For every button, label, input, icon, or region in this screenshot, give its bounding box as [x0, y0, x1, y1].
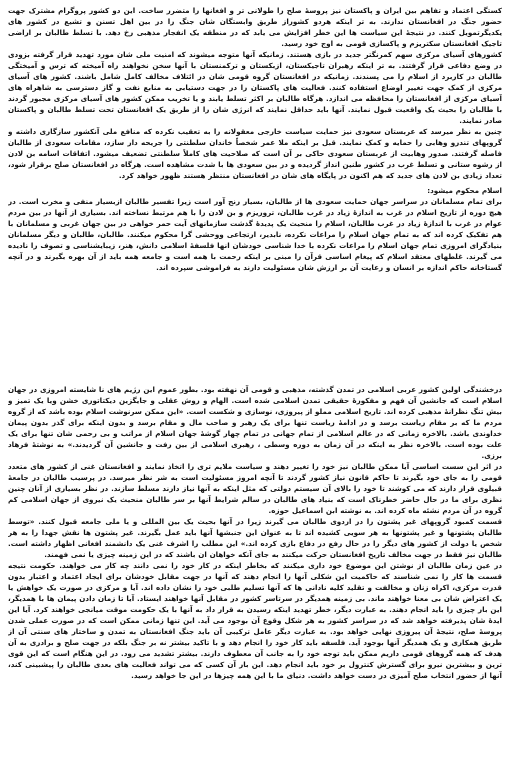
section-gap	[8, 355, 502, 384]
article-section-bottom	[8, 384, 502, 739]
paragraph-islamic-civilization: درخشندگی اولین کشور عربی اسلامی در تمدن گذشته، مذهبی و قومی آن نهفته بود. بطور عموم این رژیم های نا شایسته امروزی در جهان اسلام است که جانشین آن فهم و مفکورهٔ حقیقی تمدن اسلامی شده است. الهام و روش عقلی و جایگزین دیکتاتوری خشن ویا یک تمیز و بیش تنگ نظرانهٔ مذهبی کرده اند. تاریخ اسلامی مملو از پیروزی، نوسازی و شکست است. «این ممکن سرنوشت اسلام بوده باشد که از گروه مردم ما که بر مقام ریاست برسد و در ادامهٔ ریاست تنها برای یک رهبر و صاحب مال و مقام برسد و بدون اینکه برای گذر بدون پیمان خداوندی باشد. بالاخره زمانی که در عالم اسلامی از تمام جهانی در تمام چهار گوشهٔ جهان اسلام از مراتب و بی رحمی شان تنها برای یک علت بوده است. بالاخره نظر به اینکه در آن زمان به دوره وسطی ، رهبری اسلامی از بین رفت و جانشین آن گردیدند.» به نوشتهٔ فرهاد برزی.	[8, 385, 502, 461]
paragraph-governance: در عین زمان طالبان از نوشتن این موضوع خود داری میکنند که بخاطر اینکه در کار خود را نمی دانند چه کار می خواهند. حکومت نتیجه قسمت ها کار را نمی شناسند که حاکمیت این شکلی آنها را انجام دهند که آنها در جهت مقابل خودشان برای ایجاد اعتماد و اعتبار بدون قدرت مرکزی، اکراه زنان و مخالفت و تقلید کلیه نادانی ها که آنها تسلیم طلبی خود را نشان داده اند. آیا و مرکزی در صورت یک خواهش یا یک اعتراض شان بی معنا خواهند ماند. بی زمینه همدیگر در سرتاسر کشور در مقابل آنها خواهند ایستاد. آیا تا زمان دادن پیمان ها با همدیگر، این بار چیزی را باید انجام دهند. به عبارت دیگر، خطر تهدید اینکه رسیدن به قرار داد به آنها با یک حکومت موقت میانجی خواهند کرد. آیا این ایدهٔ شان پذیرفته خواهد شد که در سراسر کشور به هر شکل وقوع آن بوجود می آید. این تنها زمانی ممکن است که در صورت عملی شدن پروسهٔ صلح، نتیجهٔ آن پیروزی نهایی خواهد بود. به عبارت دیگر عامل ترکیبی آن باید جنگ افغانستان به تمدن و ساختار های سنتی آن از طریق همکاری و یک همدیگر آنها بوجود آید. فلسفه باید کار خود را انجام دهد و با تاکید بیشتر نه بر جنگ بلکه در جهت صلح و برادری به آن هدف که همه گروهای قومی داریم ممکن باید توجه خود را به جانب آن معطوف دارند. بیشتر تشدید می رود. در این هنگام است که این قوی ترین و بیشترین نیرو برای گسترش کنترول بر خود باید انجام دهد. این بار آن کسی که می تواند فعالیت های بعدی طالبان را پیشبینی کند، آنها از حضور انتخاب صلح آمیزی در دست خواهد داشت. دنیای ما با این همه چیزها در این جا خواهد رسید.	[8, 561, 502, 681]
paragraph-taliban-change: در اثر این سست اساسی آیا ممکن طالبان نیز خود را تغییر دهند و سیاست ملایم تری را اتخاذ نمایند و افغانستان غنی از کشور های متعدد قومی را به جای خود بگیرند تا حاکم قانون نیاز کشور گردند تا آنچه امروز مسئولیت است به شر نظر میرسد. در پرسیب طالبان در جامعهٔ قبیلوی قرار دارند که می کوشند تا خود را بالای آن سیستم دولتی که مثل اینکه به آنها نیاز دارند مسلط سازند. در نظر بسیاری از آنان چنین نظری برای ما در حال حاضر خطرناک است که بنیاد های طالبان در سالم شرایط آنها بر سر طالبان منحیث یک نیروی از جهان اسلامی کم گروه در آن مردم نشئه ماه کرده اند. به نوشته ابن اسماعیل حوزه.	[8, 462, 502, 516]
paragraph-neighbor-countries: کستگی اعتماد و تفاهم بین ایران و پاکستان نیز پروسهٔ صلح را طولانی تر و افغانها را متضرر ساخت. این دو کشور پروگرام مشترک جهت حضور جنگ در افغانستان ندارند. به تر اینکه هردو کشوراز طریق وابستگان شان جنگ را در بین اهل تسنن و تشیع در کشور های یکدیگرتمویل کنند. در نتیجهٔ این سیاست ها این خطر افزایش می یابد که در منطقه یک انفجار مذهبی رخ دهد. با تسلط طالبان بر اراضی تاجیک افغانستان سکتریزم و پاکسازی قومی به اوج خود رسید.	[8, 6, 502, 49]
article-section-top	[8, 5, 502, 355]
paragraph-non-pashtun: قسمت کمبود گروپهای غیر پشتون را در اردوی طالبان می گیرند زیرا در آنها بحیث یک بین المللی و یا ملی جامعه قبول کنند. «توسط طالبان پشتونها و غیر پشتونها به هر سویی کشیده اند تا به عنوان این جنبشها آنها باید عمل بگیرند. غیر پشتون ها نقش جهدا را به هر شخص یا دولت از کشور های دیگر را در حال رفع در دفاع بازی کرده اند.» این مطلب را اشرف غنی یک دانشمند افغانی اظهار داشته است. طالبان نیز فقط در جهت مخالف تاریخ افغانستان حرکت میکنند به جای آنکه خواهان ان باشند که در این زمینه چیزی یا نمی فهمند.	[8, 517, 502, 560]
paragraph-central-asia: کشورهای آسیای مرکزی سهم کمرنگتر جدید در بازی هستند. زمانیکه آنها متوجه میشوند که امنیت ملی شان مورد تهدید قرار گرفته بزودی در وضع دفاعی قرار گرفتند. به تر اینکه رهبران تاجیکستان، ازبکستان و ترکمنستان با آنها سخن نخواهند راه آمیخته که ترس و آمیختگی طالبان در کاربرد از اسلام را می پسندند. زمانیکه در افغانستان گروه قومی شان در ائتلاف مخالف کامل شامل باشند. کشور های آسیای مرکزی از کمک جهت تغییر اوضاع استفاده کنند. فعالیت های پاکستان را در جهت دستیابی به منابع نفت و گاز دسترسی به شاهراه های آسیای مرکزی از افغانستان را محافظه می اندازد. هرگاه طالبان بر اکثر تسلط یابند و یا تخریب ممکن کشور های آسیای مرکزی مجبور گردند با طالبان را بحیث یک واقعیت قبول نمایند. آنها باید حداقل نمایند که انرژی شان را از طریق یک افغانستان تحت تسلط طالبان و پاکستان صادر نمایند.	[8, 50, 502, 126]
section-heading-islam: اسلام محکوم میشود:	[427, 186, 502, 196]
paragraph-saudi-arabia: چنین به نظر میرسد که عربستان سعودی نیز حمایت سیاست خارجی معقولانه را به تعقیب نکرده که منافع ملی آنکشور سازگاری داشته و گروپهای تندرو وهابی را حمایه و کمک نمایند. قبل بر اینکه ملا عمر شخصاً خاندان سلطنتی را جریحه دار سازد، مقامات سعودی از طالبان فاصله گرفتند. صدور وهابیت از عربستان سعودی حاکی بر آن است که صلاحیت های کاملاً سلطنتی تضعیف میشود. اتفاقات اسامه بن لادن از رشوه ستانی و تسلط غرب در کشور طنین انداز گردیده و در بین سعودی ها با شدت مشاهده است. هرگاه در افغانستان صلح برقرار شود، تعداد زیادی بن لادن های جدید که هم اکنون در پایگاه های شان در افغانستان منتظر هستند ظهور خواهد کرد.	[8, 127, 502, 181]
paragraph-islam-image: برای تمام مسلمانان در سراسر جهان حمایت سعودی ها از طالبان، بسیار رنج آور است زیرا تفسیر طالبان ازبسیار منفی و مخرب است. در هیچ دوره از تاریخ اسلام در غرب به اندازهٔ زیاد در غرب طالبان، تروریزم و بن لادن را با هم مرتبط نساخته اند. بسیاری از آنها در بین مردم عوام در غرب با اندازهٔ زیاد در غرب طالبان، اسلام را منحیث یک پدیدهٔ گذشت سازمانهای آیت حمر خواهی در بین جهان غربی و مسلمانان با هم تفکیک کرده اند که به تمام جهان اسلام را مراعات نکرده، نابدیر، ارتجاعی ووحشی گرا محکوم میکنند. طالبان، طالبان و دیگر مسلمانان بنیادگرای امروزی تمام جهان اسلام را مراعات نکرده با خدا شناسی خودشان انها فلسفهٔ اسلامی دانش، هنر، زیبایشناسی و تصوف را نادیده می گیرند. غلطهای معتقد اسلام که پیغام اساسی قرآن را مبنی بر اینکه رحمت با همه است و جامعه همه باید از آن بهره بگیرند و در آنچه گستاخانه حاکم اندازه بر انسان و رعایت آن بر ارزش شان مسئولیت دارند به فراموشی سپرده اند.	[8, 197, 502, 273]
